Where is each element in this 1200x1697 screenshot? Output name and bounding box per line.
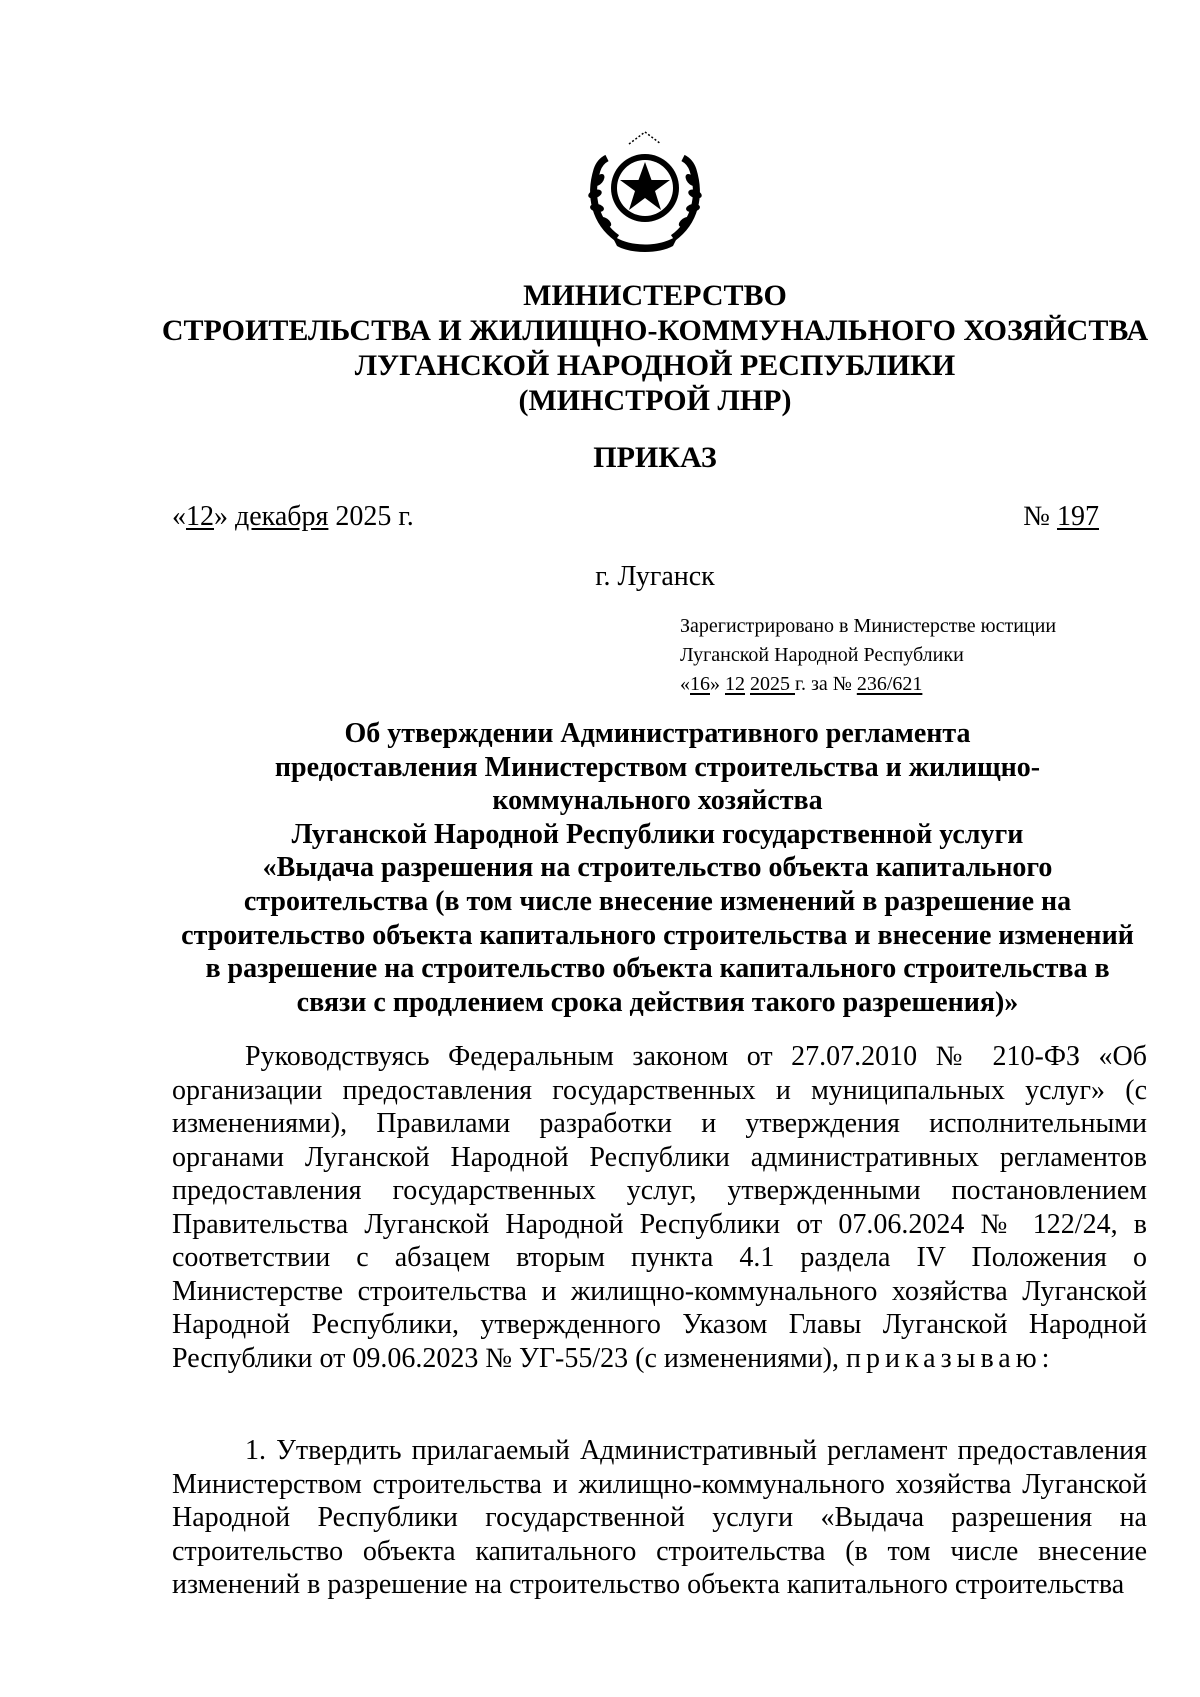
ministry-line-1: МИНИСТЕРСТВО bbox=[523, 279, 787, 312]
order-word: приказываю: bbox=[846, 1342, 1055, 1374]
number-value: 197 bbox=[1057, 501, 1099, 532]
registration-day: 16 bbox=[690, 673, 710, 695]
lpr-coat-of-arms-icon bbox=[577, 130, 713, 256]
date-month: декабря bbox=[235, 501, 329, 532]
registration-note bbox=[680, 612, 1140, 699]
preamble bbox=[172, 1040, 1147, 1375]
registration-mid: г. за № bbox=[795, 673, 852, 695]
number-sign: № bbox=[1023, 501, 1050, 532]
title-line: в разрешение на строительство объекта капитального строительства в bbox=[205, 953, 1110, 985]
order-number bbox=[1023, 500, 1099, 534]
registration-line-1: Зарегистрировано в Министерстве юстиции bbox=[680, 615, 1057, 637]
preamble-text: Руководствуясь Федеральным законом от 27.07.2010 № 210-ФЗ «Об организации предоставления государственных и муниципальных услуг» (с изменениями), Правилами разработки и утверждения исполнительными органами Луганской Народной Республики административных регламентов предоставления государственных услуг, утвержденными постановлением Правительства Луганской Народной Республики от 07.06.2024 № 122/24, в соответствии с абзацем вторым пункта 4.1 раздела IV Положения о Министерстве строительства и жилищно-коммунального хозяйства Луганской Народной Республики, утвержденного Указом Главы Луганской Народной Республики от 09.06.2023 № УГ-55/23 (с изменениями), bbox=[172, 1041, 1147, 1374]
title-line: связи с продлением срока действия такого разрешения)» bbox=[296, 986, 1019, 1018]
order-city: г. Луганск bbox=[595, 561, 715, 592]
ministry-line-3: ЛУГАНСКОЙ НАРОДНОЙ РЕСПУБЛИКИ bbox=[354, 349, 956, 382]
date-close-quote: » bbox=[214, 501, 228, 532]
order-date bbox=[172, 500, 414, 534]
title-line: Об утверждении Административного регламента bbox=[344, 718, 971, 749]
order-item-1-text: 1. Утвердить прилагаемый Административный регламент предоставления Министерством строительства и жилищно-коммунального хозяйства Луганской Народной Республики государственной услуги «Выдача разрешения на строительство объекта капитального строительства (в том числе внесение изменений в разрешение на строительство объекта капитального строительства bbox=[172, 1435, 1147, 1600]
order-heading: ПРИКАЗ bbox=[593, 441, 717, 474]
title-line: строительство объекта капитального строительства и внесение изменений bbox=[181, 919, 1134, 951]
order-item-1 bbox=[172, 1434, 1147, 1602]
date-open-quote: « bbox=[172, 501, 186, 532]
registration-month: 12 bbox=[725, 673, 745, 695]
title-line: Луганской Народной Республики государственной услуги bbox=[291, 818, 1024, 850]
ministry-line-2: СТРОИТЕЛЬСТВА И ЖИЛИЩНО-КОММУНАЛЬНОГО ХОЗЯЙСТВА bbox=[161, 314, 1149, 347]
title-line: «Выдача разрешения на строительство объекта капитального bbox=[262, 852, 1053, 884]
registration-line-3 bbox=[680, 670, 1140, 699]
ministry-header bbox=[120, 278, 1190, 418]
registration-line-2: Луганской Народной Республики bbox=[680, 644, 964, 666]
title-line: коммунального хозяйства bbox=[492, 785, 823, 817]
registration-close-quote: » bbox=[710, 673, 720, 695]
date-year: 2025 г. bbox=[335, 501, 414, 532]
document-title bbox=[160, 717, 1155, 1019]
title-line: предоставления Министерством строительства и жилищно- bbox=[274, 751, 1041, 783]
date-day: 12 bbox=[186, 501, 214, 532]
ministry-line-4: (МИНСТРОЙ ЛНР) bbox=[518, 384, 792, 417]
title-line: строительства (в том числе внесение изменений в разрешение на bbox=[243, 885, 1072, 917]
registration-number: 236/621 bbox=[856, 673, 923, 695]
registration-year: 2025 bbox=[750, 673, 795, 695]
registration-open-quote: « bbox=[680, 673, 690, 695]
